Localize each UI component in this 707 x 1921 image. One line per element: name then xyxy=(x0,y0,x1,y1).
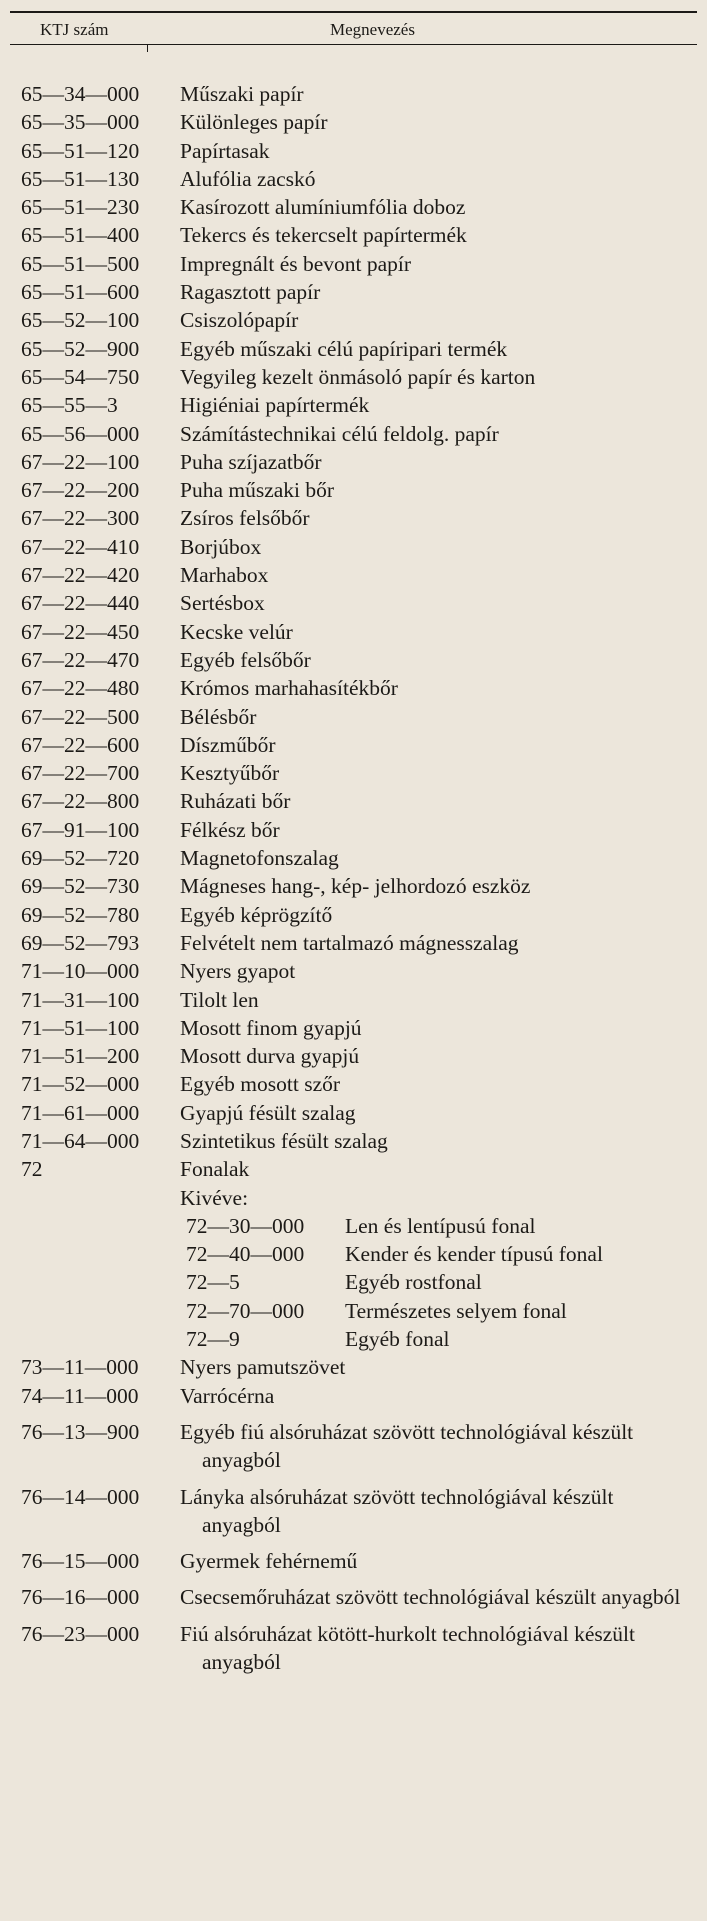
ktj-code: 67—22—800 xyxy=(21,789,140,814)
table-row xyxy=(0,703,707,731)
ktj-code: 65—35—000 xyxy=(21,110,140,135)
table-row xyxy=(0,80,707,108)
item-name: Ruházati bőr xyxy=(180,789,291,814)
ktj-code: 67—22—440 xyxy=(21,591,140,616)
table-row xyxy=(0,759,707,787)
ktj-code: 67—22—450 xyxy=(21,619,140,644)
table-row xyxy=(0,674,707,702)
sub-item-name: Egyéb fonal xyxy=(345,1327,450,1352)
ktj-code: 76—13—900 xyxy=(21,1419,140,1444)
sub-ktj-code: 72—40—000 xyxy=(186,1242,305,1267)
item-name: Marhabox xyxy=(180,563,269,588)
item-name: Bélésbőr xyxy=(180,704,257,729)
ktj-code: 67—22—100 xyxy=(21,449,140,474)
table-row xyxy=(0,1099,707,1127)
ktj-code: 65—52—100 xyxy=(21,308,140,333)
table-row xyxy=(0,929,707,957)
except-label: Kivéve: xyxy=(180,1185,249,1210)
table-row xyxy=(0,872,707,900)
item-name: Gyapjú fésült szalag xyxy=(180,1100,356,1125)
sub-table-row xyxy=(0,1240,707,1268)
sub-item-name: Egyéb rostfonal xyxy=(345,1270,482,1295)
ktj-code: 65—51—600 xyxy=(21,280,140,305)
ktj-code: 65—51—120 xyxy=(21,138,140,163)
table-row xyxy=(0,1353,707,1381)
ktj-code: 71—10—000 xyxy=(21,959,140,984)
table-row xyxy=(0,108,707,136)
ktj-code: 76—15—000 xyxy=(21,1549,140,1574)
item-name: Borjúbox xyxy=(180,534,262,559)
item-name: Csiszolópapír xyxy=(180,308,299,333)
table-row xyxy=(0,420,707,448)
item-name: Mágneses hang-, kép- jelhordozó eszköz xyxy=(180,874,531,899)
sub-ktj-code: 72—9 xyxy=(186,1327,240,1352)
sub-item-name: Természetes selyem fonal xyxy=(345,1298,567,1323)
ktj-code: 71—51—200 xyxy=(21,1044,140,1069)
table-row xyxy=(0,335,707,363)
item-name: Fonalak xyxy=(180,1157,250,1182)
item-name: Varrócérna xyxy=(180,1383,275,1408)
item-name: Egyéb műszaki célú papíripari termék xyxy=(180,336,508,361)
table-row xyxy=(0,646,707,674)
table-row xyxy=(0,1155,707,1183)
ktj-code: 71—51—100 xyxy=(21,1015,140,1040)
table-row xyxy=(0,221,707,249)
ktj-code: 69—52—793 xyxy=(21,930,140,955)
table-row xyxy=(0,533,707,561)
item-name: Nyers gyapot xyxy=(180,959,296,984)
ktj-code: 67—22—700 xyxy=(21,761,140,786)
item-name: Papírtasak xyxy=(180,138,270,163)
ktj-code: 69—52—780 xyxy=(21,902,140,927)
item-name: Higiéniai papírtermék xyxy=(180,393,370,418)
ktj-code: 65—51—130 xyxy=(21,166,140,191)
item-name: Egyéb mosott szőr xyxy=(180,1072,341,1097)
sub-ktj-code: 72—30—000 xyxy=(186,1213,305,1238)
table-row xyxy=(0,1583,707,1611)
ktj-code: 76—23—000 xyxy=(21,1621,140,1646)
ktj-code: 65—51—400 xyxy=(21,223,140,248)
ktj-code: 65—56—000 xyxy=(21,421,140,446)
item-name: Fiú alsóruházat kötött-hurkolt technológiával készült anyagból xyxy=(180,1621,635,1675)
item-name: Egyéb felsőbőr xyxy=(180,647,311,672)
item-name: Lányka alsóruházat szövött technológiával készült anyagból xyxy=(180,1484,614,1537)
table-row xyxy=(0,1042,707,1070)
item-name: Csecsemőruházat szövött technológiával készült anyagból xyxy=(180,1585,681,1610)
table-row xyxy=(0,957,707,985)
column-header-code: KTJ szám xyxy=(40,20,109,39)
table-row xyxy=(0,504,707,532)
ktj-code: 67—22—420 xyxy=(21,563,140,588)
table-row xyxy=(0,1014,707,1042)
item-name: Számítástechnikai célú feldolg. papír xyxy=(180,421,499,446)
item-name: Zsíros felsőbőr xyxy=(180,506,310,531)
sub-table-row xyxy=(0,1297,707,1325)
item-name: Kecske velúr xyxy=(180,619,293,644)
ktj-code: 71—31—100 xyxy=(21,987,140,1012)
item-name: Egyéb képrögzítő xyxy=(180,902,333,927)
ktj-code: 76—14—000 xyxy=(21,1484,140,1509)
table-body xyxy=(0,80,707,1676)
sub-item-name: Kender és kender típusú fonal xyxy=(345,1242,603,1267)
ktj-code: 67—22—500 xyxy=(21,704,140,729)
table-row xyxy=(0,1418,707,1475)
item-name: Sertésbox xyxy=(180,591,265,616)
item-name: Ragasztott papír xyxy=(180,280,321,305)
ktj-code: 65—52—900 xyxy=(21,336,140,361)
ktj-code: 67—22—200 xyxy=(21,478,140,503)
ktj-code: 65—51—500 xyxy=(21,251,140,276)
ktj-code: 76—16—000 xyxy=(21,1585,140,1610)
table-row xyxy=(0,165,707,193)
table-row xyxy=(0,1620,707,1677)
item-name: Tekercs és tekercselt papírtermék xyxy=(180,223,467,248)
ktj-code: 73—11—000 xyxy=(21,1355,139,1380)
ktj-code: 65—55—3 xyxy=(21,393,118,418)
item-name: Puha szíjazatbőr xyxy=(180,449,322,474)
table-row xyxy=(0,1547,707,1575)
item-name: Kesztyűbőr xyxy=(180,761,280,786)
ktj-code: 65—34—000 xyxy=(21,82,140,106)
table-row xyxy=(0,250,707,278)
item-name: Nyers pamutszövet xyxy=(180,1355,346,1380)
table-row xyxy=(0,306,707,334)
column-divider xyxy=(147,44,148,52)
table-row xyxy=(0,391,707,419)
item-name: Mosott finom gyapjú xyxy=(180,1015,362,1040)
item-name: Díszműbőr xyxy=(180,732,276,757)
table-row xyxy=(0,1127,707,1155)
item-name: Magnetofonszalag xyxy=(180,846,339,871)
item-name: Egyéb fiú alsóruházat szövött technológiával készült anyagból xyxy=(180,1419,634,1473)
table-row xyxy=(0,278,707,306)
item-name: Gyermek fehérnemű xyxy=(180,1549,358,1574)
ktj-code: 72 xyxy=(21,1157,43,1182)
column-header-name: Megnevezés xyxy=(330,20,415,39)
ktj-code: 67—22—480 xyxy=(21,676,140,701)
table-row xyxy=(0,816,707,844)
sub-table-row xyxy=(0,1212,707,1240)
table-row xyxy=(0,363,707,391)
item-name: Alufólia zacskó xyxy=(180,166,316,191)
ktj-code: 69—52—720 xyxy=(21,846,140,871)
table-row xyxy=(0,1382,707,1410)
item-name: Különleges papír xyxy=(180,110,328,135)
item-name: Szintetikus fésült szalag xyxy=(180,1128,388,1153)
item-name: Félkész bőr xyxy=(180,817,280,842)
item-name: Műszaki papír xyxy=(180,82,304,106)
table-row xyxy=(0,731,707,759)
top-rule xyxy=(10,11,697,13)
item-name: Vegyileg kezelt önmásoló papír és karton xyxy=(180,364,536,389)
ktj-code: 71—52—000 xyxy=(21,1072,140,1097)
item-name: Felvételt nem tartalmazó mágnesszalag xyxy=(180,930,519,955)
ktj-code: 67—22—410 xyxy=(21,534,140,559)
item-name: Tilolt len xyxy=(180,987,259,1012)
table-row xyxy=(0,986,707,1014)
item-name: Impregnált és bevont papír xyxy=(180,251,412,276)
item-name: Kasírozott alumíniumfólia doboz xyxy=(180,195,466,220)
table-row xyxy=(0,1070,707,1098)
sub-ktj-code: 72—5 xyxy=(186,1270,240,1295)
sub-ktj-code: 72—70—000 xyxy=(186,1298,305,1323)
table-row xyxy=(0,448,707,476)
table-row xyxy=(0,901,707,929)
table-row xyxy=(0,787,707,815)
table-row xyxy=(0,589,707,617)
ktj-code: 71—61—000 xyxy=(21,1100,140,1125)
except-label-row xyxy=(0,1184,707,1212)
ktj-code: 67—22—300 xyxy=(21,506,140,531)
sub-table-row xyxy=(0,1325,707,1353)
ktj-code: 71—64—000 xyxy=(21,1128,140,1153)
table-row xyxy=(0,561,707,589)
ktj-code: 67—22—470 xyxy=(21,647,140,672)
table-row xyxy=(0,618,707,646)
table-row xyxy=(0,137,707,165)
item-name: Mosott durva gyapjú xyxy=(180,1044,360,1069)
ktj-code: 67—22—600 xyxy=(21,732,140,757)
table-row xyxy=(0,844,707,872)
item-name: Puha műszaki bőr xyxy=(180,478,335,503)
item-name: Krómos marhahasítékbőr xyxy=(180,676,398,701)
ktj-code: 65—54—750 xyxy=(21,364,140,389)
ktj-code: 69—52—730 xyxy=(21,874,140,899)
ktj-code: 74—11—000 xyxy=(21,1383,139,1408)
sub-table-row xyxy=(0,1268,707,1296)
ktj-code: 65—51—230 xyxy=(21,195,140,220)
table-row xyxy=(0,476,707,504)
sub-item-name: Len és lentípusú fonal xyxy=(345,1213,536,1238)
header-rule xyxy=(10,44,697,45)
table-row xyxy=(0,1483,707,1540)
table-row xyxy=(0,193,707,221)
ktj-code: 67—91—100 xyxy=(21,817,140,842)
